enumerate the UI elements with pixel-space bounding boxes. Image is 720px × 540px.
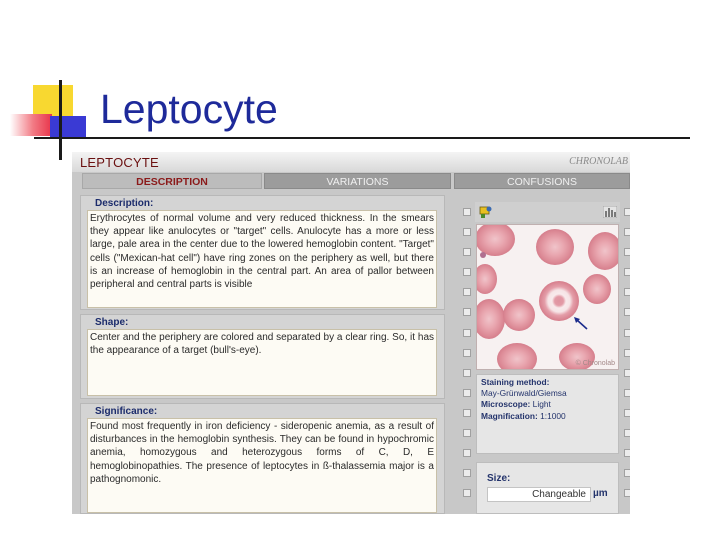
thumbnail-checkbox[interactable] [463,349,471,357]
thumbnail-checkbox[interactable] [624,489,630,497]
app-logo: CHRONOLAB [569,156,628,167]
thumbnail-checkbox[interactable] [624,449,630,457]
thumbnail-checkbox[interactable] [463,248,471,256]
thumbnail-checkbox[interactable] [624,308,630,316]
thumbnail-checkbox[interactable] [463,329,471,337]
micrograph-image [477,225,619,370]
significance-section [80,403,445,514]
image-toolbar [475,202,620,222]
significance-title: Significance: [95,406,158,417]
image-info-box [476,374,619,454]
microscope-value: Light [532,399,551,410]
tab-confusions[interactable]: CONFUSIONS [454,173,630,189]
thumbnail-checkbox[interactable] [624,369,630,377]
thumbnail-checkbox[interactable] [463,268,471,276]
micrograph-copyright: © Chronolab [575,360,615,367]
staining-value: May-Grünwald/Giemsa [481,388,567,399]
slide-title-underline [34,137,690,139]
thumbnail-checkbox[interactable] [624,248,630,256]
thumbnail-checkbox[interactable] [463,449,471,457]
thumbnail-checkbox[interactable] [463,369,471,377]
tab-description[interactable]: DESCRIPTION [82,173,262,189]
blood-smear-micrograph[interactable] [476,224,619,370]
thumbnail-checkbox-column-left [463,208,471,509]
thumbnail-checkbox[interactable] [463,469,471,477]
slide-decoration-red-bar [10,114,52,136]
size-unit: µm [593,488,608,499]
thumbnail-checkbox-column-right [624,208,630,509]
shape-section [80,314,445,399]
shape-text[interactable]: Center and the periphery are colored and separated by a clear ring. So, it has the appearance of a target (bull's-eye). [87,329,437,396]
thumbnail-checkbox[interactable] [463,409,471,417]
size-label: Size: [487,473,511,484]
thumbnail-checkbox[interactable] [624,469,630,477]
app-header [72,152,630,172]
thumbnail-checkbox[interactable] [624,349,630,357]
thumbnail-checkbox[interactable] [624,208,630,216]
thumbnail-checkbox[interactable] [463,389,471,397]
size-box [476,462,619,514]
staining-label: Staining method: [481,377,550,387]
size-field[interactable]: Changeable [487,487,591,502]
thumbnail-checkbox[interactable] [463,288,471,296]
tab-bar [72,172,630,189]
thumbnail-checkbox[interactable] [463,208,471,216]
tab-variations[interactable]: VARIATIONS [264,173,451,189]
thumbnail-checkbox[interactable] [463,228,471,236]
zoom-icon[interactable] [479,205,493,219]
thumbnail-checkbox[interactable] [624,228,630,236]
atlas-app-window [72,152,630,514]
shape-title: Shape: [95,317,129,328]
thumbnail-checkbox[interactable] [624,409,630,417]
thumbnail-checkbox[interactable] [463,489,471,497]
microscope-label: Microscope: [481,399,531,410]
thumbnail-checkbox[interactable] [463,308,471,316]
slide-decoration-blue-square [50,116,86,138]
significance-text[interactable]: Found most frequently in iron deficiency - sideropenic anemia, as a result of disturbances in the hemoglobin synthesis. They can be found in hypochromic anemia, homozygous and heterozygous forms of C, D, E hemoglobinopathies. The presence of leptocytes in ß-thalassemia major is a pathognomonic. [87,418,437,513]
thumbnail-checkbox[interactable] [624,329,630,337]
slide-title: Leptocyte [100,86,278,132]
slide-decoration-vertical-line [59,80,62,160]
description-text[interactable]: Erythrocytes of normal volume and very reduced thickness. In the smears they appear like anulocytes or "target" cells. Anulocyte has a more or less large, pale area in the center due to the lowered hemoglobin content. "Target" cells ("Mexican-hat cell") have ring zones on the periphery as well, but there is an increase of hemoglobin in the central part. An area of pallor between peripheral and central parts is visible [87,210,437,308]
thumbnail-checkbox[interactable] [463,429,471,437]
magnification-label: Magnification: [481,410,538,421]
thumbnail-checkbox[interactable] [624,268,630,276]
app-title: LEPTOCYTE [80,155,159,170]
magnification-value: 1:1000 [540,410,566,421]
thumbnail-checkbox[interactable] [624,288,630,296]
histogram-icon[interactable] [603,206,617,218]
description-title: Description: [95,198,154,209]
thumbnail-checkbox[interactable] [624,389,630,397]
thumbnail-checkbox[interactable] [624,429,630,437]
description-section [80,195,445,310]
